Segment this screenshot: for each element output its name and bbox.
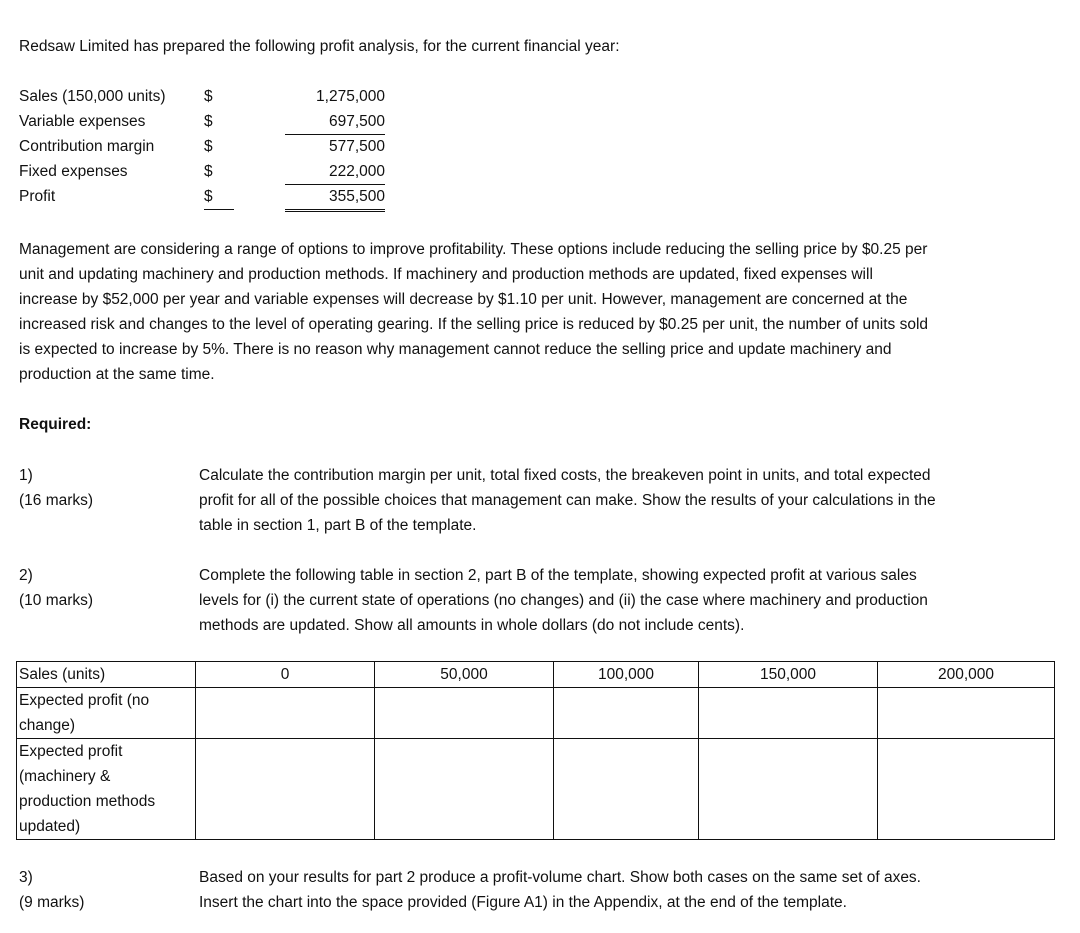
paragraph-line: is expected to increase by 5%. There is no reason why management cannot reduce the selling price and update machinery and [19, 341, 892, 358]
currency-symbol: $ [204, 88, 213, 105]
label-line: (machinery & [19, 768, 111, 785]
question-3-marks: (9 marks) [19, 894, 85, 911]
sales-level-cell: 50,000 [375, 662, 554, 688]
question-1-number: 1) [19, 467, 33, 484]
profit-row-fixed-expenses [19, 159, 385, 184]
question-line: methods are updated. Show all amounts in whole dollars (do not include cents). [199, 617, 745, 634]
answer-cell[interactable] [699, 688, 878, 739]
table-row-no-change [17, 688, 1055, 739]
label-line: Expected profit (no [19, 692, 150, 709]
answer-cell[interactable] [196, 739, 375, 840]
row-value: 355,500 [285, 184, 385, 212]
row-label-machinery-updated [17, 739, 196, 840]
sales-level-cell: 200,000 [878, 662, 1055, 688]
answer-cell[interactable] [878, 739, 1055, 840]
intro-text: Redsaw Limited has prepared the following profit analysis, for the current financial year: [19, 38, 620, 55]
question-line: table in section 1, part B of the template. [199, 517, 477, 534]
profit-analysis-table [19, 84, 385, 209]
answer-cell[interactable] [375, 739, 554, 840]
label-line: updated) [19, 818, 81, 835]
sales-levels-table [16, 661, 1055, 840]
answer-cell[interactable] [554, 688, 699, 739]
table-row-machinery-updated [17, 739, 1055, 840]
sales-level-cell: 100,000 [554, 662, 699, 688]
answer-cell[interactable] [554, 739, 699, 840]
paragraph-line: unit and updating machinery and production methods. If machinery and production methods are updated, fixed expenses will [19, 266, 873, 283]
question-3-text [199, 865, 1059, 915]
row-value: 577,500 [328, 138, 385, 155]
profit-row-contribution-margin [19, 134, 385, 159]
question-2-marks: (10 marks) [19, 592, 94, 609]
question-1-text [199, 463, 1059, 538]
answer-cell[interactable] [878, 688, 1055, 739]
row-label: Contribution margin [19, 138, 155, 155]
question-2-text [199, 563, 1059, 638]
row-label: Sales (150,000 units) [19, 88, 166, 105]
required-heading: Required: [19, 416, 92, 433]
label-line: production methods [19, 793, 156, 810]
profit-row-variable-expenses [19, 109, 385, 134]
question-line: Complete the following table in section 2, part B of the template, showing expected profit at various sales [199, 567, 917, 584]
answer-cell[interactable] [699, 739, 878, 840]
currency-symbol: $ [204, 184, 234, 210]
answer-cell[interactable] [375, 688, 554, 739]
label-line: Expected profit [19, 743, 123, 760]
label-line: change) [19, 717, 76, 734]
currency-symbol: $ [204, 163, 213, 180]
paragraph-line: production at the same time. [19, 366, 215, 383]
question-line: Calculate the contribution margin per unit, total fixed costs, the breakeven point in units, and total expected [199, 467, 931, 484]
question-line: profit for all of the possible choices that management can make. Show the results of your calculations in the [199, 492, 936, 509]
question-line: Insert the chart into the space provided (Figure A1) in the Appendix, at the end of the template. [199, 894, 847, 911]
row-label: Fixed expenses [19, 163, 128, 180]
sales-level-cell: 0 [196, 662, 375, 688]
answer-cell[interactable] [196, 688, 375, 739]
row-value: 222,000 [285, 159, 385, 185]
question-2-number: 2) [19, 567, 33, 584]
paragraph-line: increase by $52,000 per year and variable expenses will decrease by $1.10 per unit. However, management are concerned at the [19, 291, 908, 308]
scenario-paragraph [19, 237, 1069, 387]
row-value: 697,500 [285, 109, 385, 135]
question-line: levels for (i) the current state of operations (no changes) and (ii) the case where machinery and production [199, 592, 928, 609]
question-3-number: 3) [19, 869, 33, 886]
profit-row-profit [19, 184, 385, 209]
table-row-header [17, 662, 1055, 688]
row-label: Profit [19, 188, 56, 205]
question-line: Based on your results for part 2 produce a profit-volume chart. Show both cases on the same set of axes. [199, 869, 921, 886]
currency-symbol: $ [204, 138, 213, 155]
row-label-no-change [17, 688, 196, 739]
sales-units-label: Sales (units) [17, 662, 196, 688]
row-value: 1,275,000 [316, 88, 385, 105]
paragraph-line: increased risk and changes to the level of operating gearing. If the selling price is reduced by $0.25 per unit, the number of units sold [19, 316, 929, 333]
profit-row-sales [19, 84, 385, 109]
sales-level-cell: 150,000 [699, 662, 878, 688]
question-1-marks: (16 marks) [19, 492, 94, 509]
currency-symbol: $ [204, 113, 213, 130]
row-label: Variable expenses [19, 113, 146, 130]
paragraph-line: Management are considering a range of options to improve profitability. These options include reducing the selling price by $0.25 per [19, 241, 928, 258]
